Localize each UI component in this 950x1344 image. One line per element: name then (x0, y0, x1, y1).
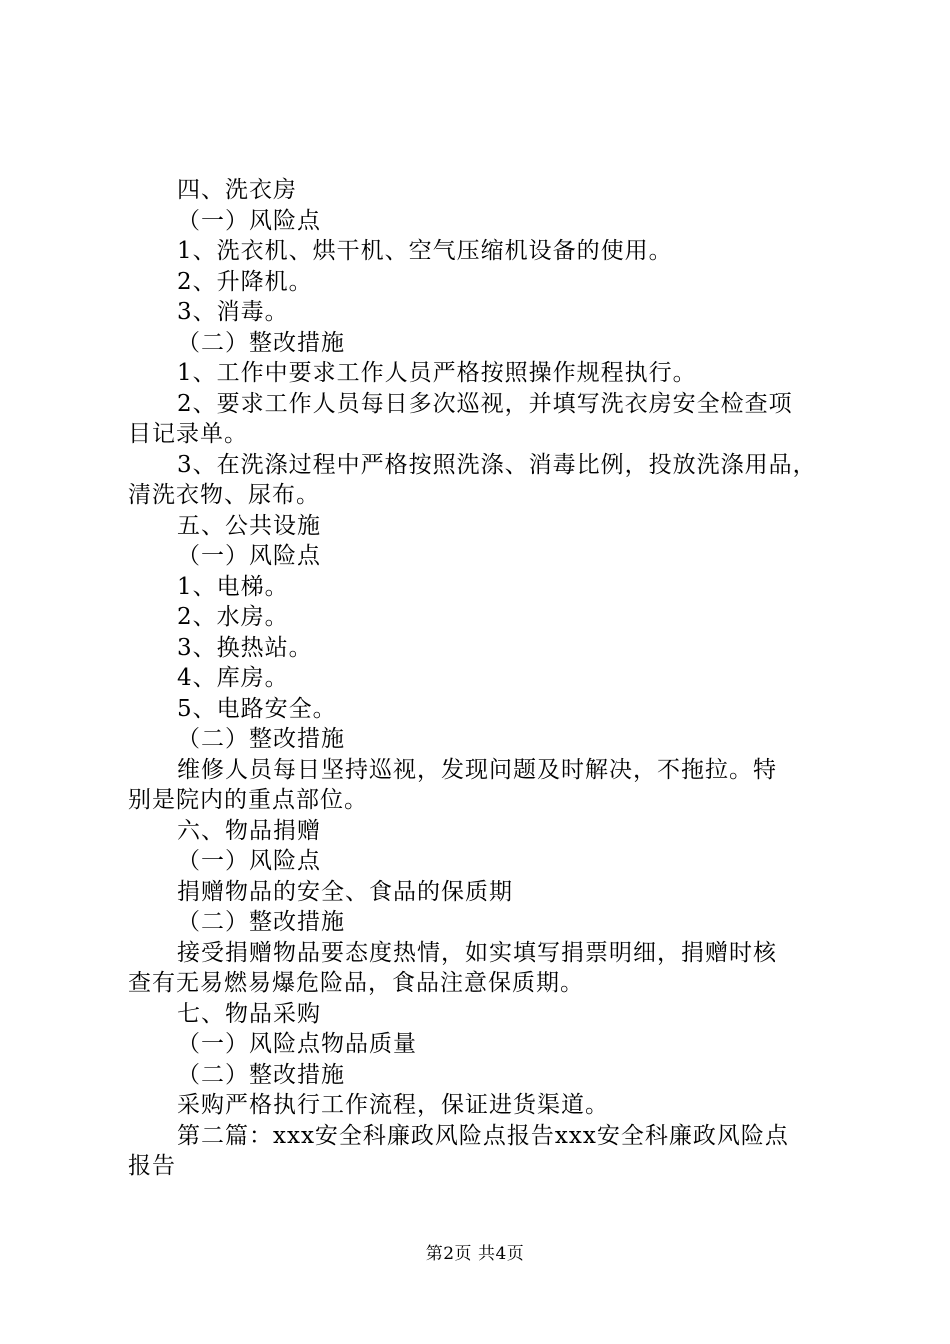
subheading-risk-points: （一）风险点 (177, 543, 321, 569)
subheading-risk-points: （一）风险点 (177, 848, 321, 874)
section-heading-procurement: 七、物品采购 (177, 1000, 321, 1027)
list-item: 3、换热站。 (177, 634, 313, 661)
paragraph-line: 目记录单。 (128, 421, 248, 447)
paragraph-line: 第二篇：xxx安全科廉政风险点报告xxx安全科廉政风险点 (177, 1122, 789, 1149)
subheading-risk-points: （一）风险点物品质量 (177, 1031, 417, 1057)
list-item: 1、工作中要求工作人员严格按照操作规程执行。 (177, 360, 697, 386)
section-heading-laundry: 四、洗衣房 (177, 177, 297, 203)
section-heading-donations: 六、物品捐赠 (177, 817, 321, 844)
document-body (128, 175, 848, 1182)
subheading-risk-points: （一）风险点 (177, 207, 321, 234)
paragraph-line: 2、要求工作人员每日多次巡视，并填写洗衣房安全检查项 (177, 390, 793, 417)
subheading-measures: （二）整改措施 (177, 329, 345, 356)
list-item: 1、电梯。 (177, 573, 289, 600)
section-heading-public-facilities: 五、公共设施 (177, 512, 321, 539)
subheading-measures: （二）整改措施 (177, 1061, 345, 1088)
paragraph-line: 维修人员每日坚持巡视，发现问题及时解决，不拖拉。特 (177, 756, 777, 783)
paragraph-line: 捐赠物品的安全、食品的保质期 (177, 878, 513, 905)
list-item: 2、水房。 (177, 604, 289, 630)
paragraph-line: 采购严格执行工作流程，保证进货渠道。 (177, 1092, 609, 1118)
paragraph-line: 别是院内的重点部位。 (128, 787, 368, 813)
list-item: 1、洗衣机、烘干机、空气压缩机设备的使用。 (177, 238, 673, 264)
subheading-measures: （二）整改措施 (177, 726, 345, 752)
list-item: 4、库房。 (177, 665, 289, 691)
paragraph-line: 查有无易燃易爆危险品，食品注意保质期。 (128, 970, 584, 996)
paragraph-line: 3、在洗涤过程中严格按照洗涤、消毒比例，投放洗涤用品， (177, 451, 817, 478)
page-footer: 第2页 共4页 (425, 1244, 525, 1264)
list-item: 2、升降机。 (177, 268, 313, 295)
paragraph-line: 报告 (128, 1153, 176, 1179)
subheading-measures: （二）整改措施 (177, 909, 345, 935)
list-item: 3、消毒。 (177, 299, 289, 325)
paragraph-line: 接受捐赠物品要态度热情，如实填写捐票明细，捐赠时核 (177, 939, 777, 966)
paragraph-line: 清洗衣物、尿布。 (128, 482, 320, 508)
list-item: 5、电路安全。 (177, 695, 337, 722)
